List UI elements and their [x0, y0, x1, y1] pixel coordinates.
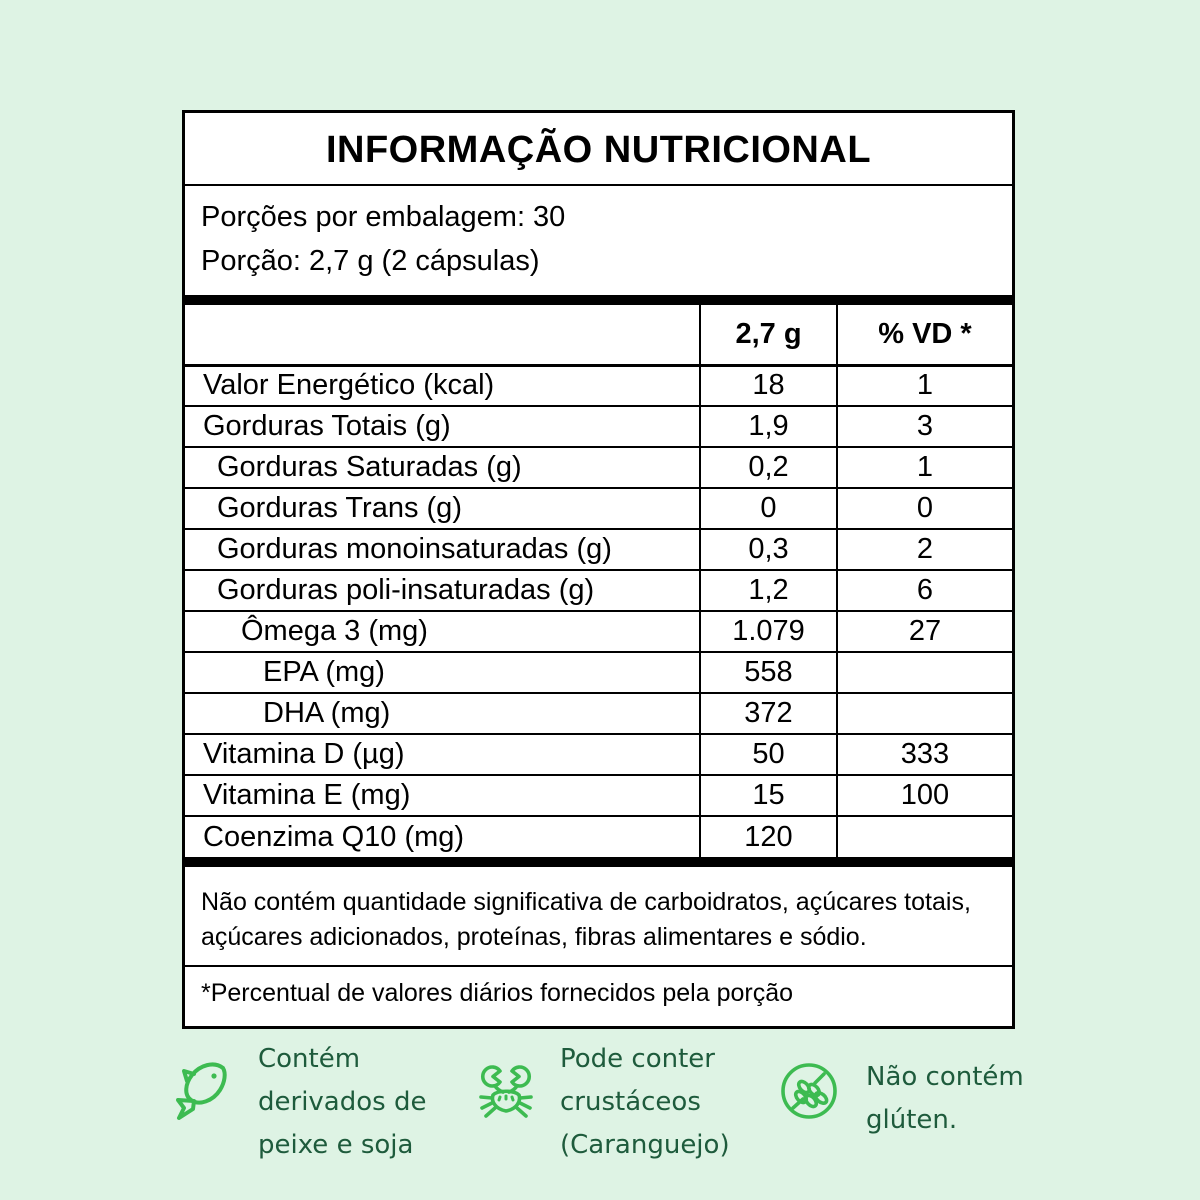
nutrient-daily-value: 1	[837, 447, 1012, 488]
table-header-row	[185, 305, 1012, 365]
table-row	[185, 693, 1012, 734]
footnote-divider	[185, 965, 1012, 967]
nutrient-daily-value	[837, 652, 1012, 693]
nutrient-amount: 15	[700, 775, 837, 816]
badge-label-line: (Caranguejo)	[560, 1130, 730, 1160]
nutrient-daily-value: 3	[837, 406, 1012, 447]
nutrient-amount: 1,9	[700, 406, 837, 447]
nutrient-amount: 372	[700, 693, 837, 734]
servings-per-package: Porções por embalagem: 30	[201, 201, 566, 233]
badge-label	[866, 1056, 1024, 1142]
nutrient-label: EPA (mg)	[185, 652, 700, 693]
table-row	[185, 488, 1012, 529]
badge-label-line: crustáceos	[560, 1087, 701, 1117]
panel-title: INFORMAÇÃO NUTRICIONAL	[325, 129, 872, 171]
nutrient-daily-value: 0	[837, 488, 1012, 529]
nutrient-daily-value	[837, 693, 1012, 734]
table-row	[185, 406, 1012, 447]
nutrient-amount: 0,2	[700, 447, 837, 488]
nutrient-amount: 18	[700, 365, 837, 406]
badge-label-line: glúten.	[866, 1105, 958, 1135]
nutrient-label: Gorduras Saturadas (g)	[185, 447, 700, 488]
header-vd-column: % VD *	[837, 305, 1012, 365]
nutrition-table	[185, 305, 1012, 857]
nutrient-daily-value: 1	[837, 365, 1012, 406]
table-row	[185, 775, 1012, 816]
badge-label-line: Pode conter	[560, 1044, 715, 1074]
header-amount-column: 2,7 g	[700, 305, 837, 365]
thick-divider-bottom	[185, 857, 1012, 867]
table-row	[185, 447, 1012, 488]
table-row	[185, 816, 1012, 857]
table-row	[185, 529, 1012, 570]
thick-divider-top	[185, 295, 1012, 305]
nutrient-label: Ômega 3 (mg)	[185, 611, 700, 652]
nutrient-label: Valor Energético (kcal)	[185, 365, 700, 406]
table-row	[185, 570, 1012, 611]
nutrient-daily-value: 333	[837, 734, 1012, 775]
nutrient-amount: 1.079	[700, 611, 837, 652]
nutrient-daily-value: 100	[837, 775, 1012, 816]
nutrient-label: Gorduras Totais (g)	[185, 406, 700, 447]
nutrient-label: Vitamina E (mg)	[185, 775, 700, 816]
nutrient-amount: 120	[700, 816, 837, 857]
nutrient-label: Vitamina D (µg)	[185, 734, 700, 775]
table-row	[185, 652, 1012, 693]
nutrition-facts-panel	[182, 110, 1015, 1029]
allergen-badge-crustaceans	[476, 1038, 730, 1167]
nutrient-amount: 558	[700, 652, 837, 693]
daily-value-footnote: *Percentual de valores diários fornecidos pela porção	[201, 979, 794, 1007]
nutrient-label: Gorduras poli-insaturadas (g)	[185, 570, 700, 611]
nutrient-daily-value	[837, 816, 1012, 857]
nutrient-label: Gorduras Trans (g)	[185, 488, 700, 529]
badge-label-line: derivados de	[258, 1087, 427, 1117]
nutrient-label: Coenzima Q10 (mg)	[203, 820, 465, 853]
nutrient-amount: 0	[700, 488, 837, 529]
badge-label-line: Não contém	[866, 1062, 1024, 1092]
table-row	[185, 365, 1012, 406]
badge-label-line: peixe e soja	[258, 1130, 414, 1160]
serving-size: Porção: 2,7 g (2 cápsulas)	[201, 244, 540, 277]
badge-gluten-free	[778, 1056, 1024, 1142]
fish-icon	[170, 1058, 230, 1120]
table-row	[185, 611, 1012, 652]
badge-label	[258, 1038, 426, 1167]
gluten-free-icon	[778, 1060, 840, 1122]
allergen-badge-fish-soy	[170, 1038, 426, 1167]
nutrient-daily-value: 2	[837, 529, 1012, 570]
header-empty-cell	[185, 305, 700, 365]
table-row	[185, 734, 1012, 775]
servings-block	[185, 186, 1012, 295]
no-significant-note: Não contém quantidade significativa de carboidratos, açúcares totais, açúcares adicionados, proteínas, fibras alimentares e sódio.	[201, 888, 971, 951]
nutrient-daily-value: 27	[837, 611, 1012, 652]
nutrient-label: DHA (mg)	[185, 693, 700, 734]
nutrient-daily-value: 6	[837, 570, 1012, 611]
nutrient-amount: 50	[700, 734, 837, 775]
badge-label	[560, 1038, 730, 1167]
badge-label-line: Contém	[258, 1044, 361, 1074]
nutrient-amount: 1,2	[700, 570, 837, 611]
nutrient-label: Gorduras monoinsaturadas (g)	[185, 529, 700, 570]
nutrient-amount: 0,3	[700, 529, 837, 570]
crab-icon	[476, 1062, 536, 1120]
